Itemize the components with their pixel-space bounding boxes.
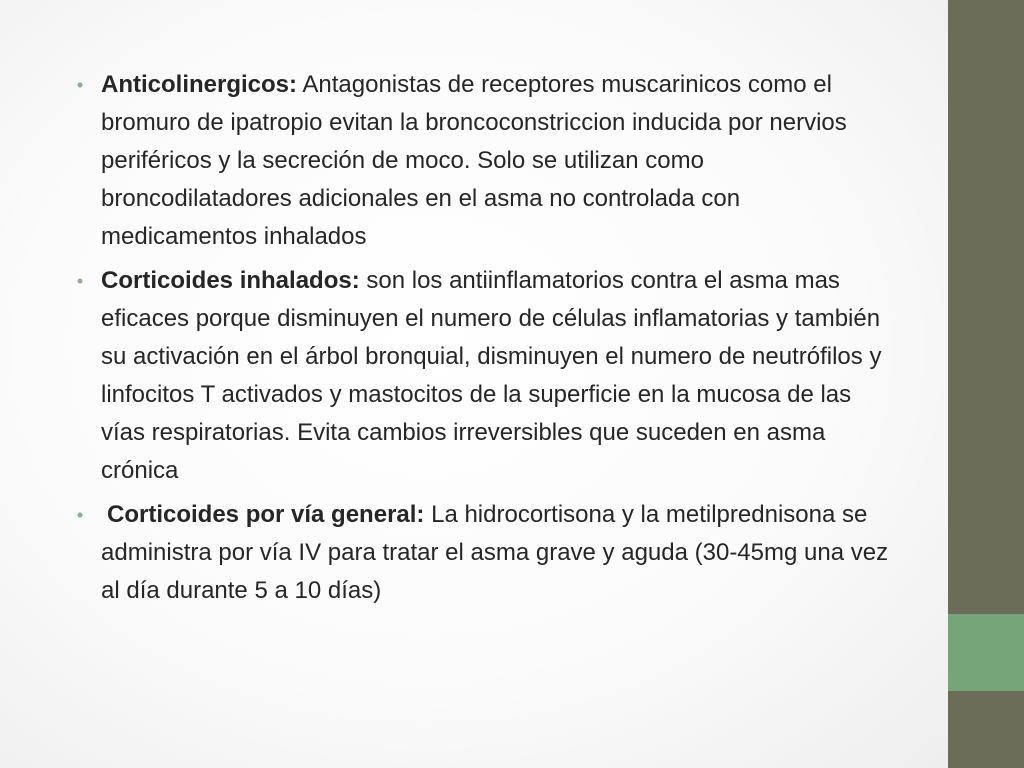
- bullet-item-corticoides-inhalados: [70, 262, 900, 490]
- bullet-list: [70, 66, 900, 610]
- bullet-term: Corticoides inhalados:: [101, 267, 360, 294]
- bullet-text: Antagonistas de receptores muscarinicos como el bromuro de ipatropio evitan la broncoconstriccion inducida por nervios periféricos y la secreción de moco. Solo se utilizan como broncodilatadores adicionales en el asma no controlada con medicamentos inhalados: [101, 71, 847, 250]
- bullet-term: Anticolinergicos:: [101, 71, 298, 98]
- bullet-item-anticolinergicos: [70, 66, 900, 256]
- side-accent-block: [948, 614, 1024, 691]
- bullet-dot-icon: •: [76, 75, 84, 95]
- bullet-text: La hidrocortisona y la metilprednisona se administra por vía IV para tratar el asma grave y aguda (30-45mg una vez al día durante 5 a 10 días): [101, 501, 889, 604]
- bullet-text: son los antiinflamatorios contra el asma mas eficaces porque disminuyen el numero de células inflamatorias y también su activación en el árbol bronquial, disminuyen el numero de neutrófilos y linfocitos T activados y mastocitos de la superficie en la mucosa de las vías respiratorias. Evita cambios irreversibles que suceden en asma crónica: [101, 267, 882, 484]
- bullet-dot-icon: •: [76, 505, 84, 525]
- bullet-term: Corticoides por vía general:: [107, 501, 425, 528]
- bullet-item-corticoides-via-general: [70, 496, 900, 610]
- slide-content: [70, 66, 900, 610]
- bullet-dot-icon: •: [76, 271, 84, 291]
